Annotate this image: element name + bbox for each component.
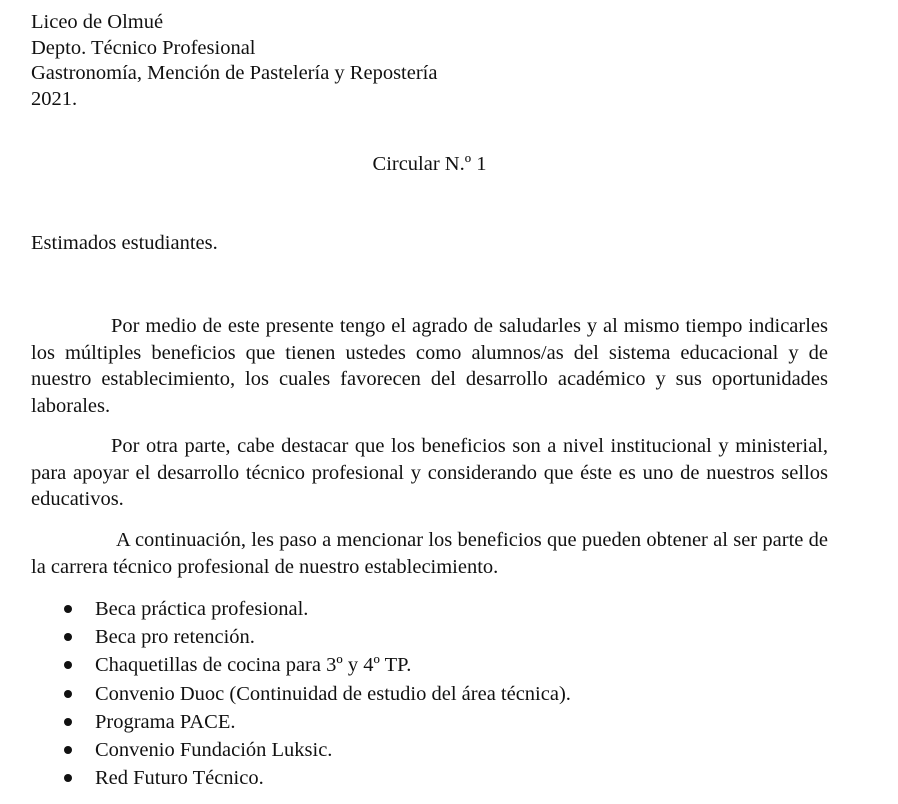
- bullet-icon: [64, 661, 72, 669]
- list-item-text: Chaquetillas de cocina para 3º y 4º TP.: [95, 654, 412, 677]
- list-item-text: Beca práctica profesional.: [95, 598, 309, 620]
- list-item: [31, 596, 571, 624]
- bullet-icon: [64, 690, 72, 698]
- bullet-icon: [64, 633, 72, 641]
- bullet-icon: [64, 605, 72, 613]
- list-item-text: Programa PACE.: [95, 710, 236, 733]
- bullet-icon: [64, 718, 72, 726]
- specialty-name: Gastronomía, Mención de Pastelería y Repostería: [31, 62, 438, 84]
- department-name: Depto. Técnico Profesional: [31, 36, 256, 59]
- list-item: [31, 681, 571, 709]
- document-year: 2021.: [31, 87, 78, 110]
- paragraph-benefits-context: Por otra parte, cabe destacar que los beneficios son a nivel institucional y ministerial, para apoyar el desarrollo técnico profesional y considerando que éste es uno de nuestros sellos educativos.: [31, 435, 828, 510]
- school-name: Liceo de Olmué: [31, 11, 164, 33]
- circular-title: Circular N.º 1: [372, 153, 487, 175]
- list-item-text: Convenio Duoc (Continuidad de estudio del área técnica).: [95, 682, 571, 705]
- list-item-text: Beca pro retención.: [95, 626, 255, 649]
- bullet-icon: [64, 746, 72, 754]
- list-item: [31, 709, 571, 737]
- benefits-list: [31, 596, 571, 793]
- bullet-icon: [64, 774, 72, 782]
- list-item: [31, 737, 571, 765]
- document-page: [31, 0, 828, 804]
- list-item-text: Red Futuro Técnico.: [95, 767, 264, 790]
- list-item-text: Convenio Fundación Luksic.: [95, 738, 333, 761]
- list-item: [31, 624, 571, 652]
- greeting: Estimados estudiantes.: [31, 232, 218, 254]
- list-item: [31, 765, 571, 793]
- list-item: [31, 652, 571, 680]
- paragraph-list-intro: A continuación, les paso a mencionar los beneficios que pueden obtener al ser parte de la carrera técnico profesional de nuestro establecimiento.: [31, 529, 828, 578]
- letterhead: [31, 10, 437, 112]
- paragraph-intro: Por medio de este presente tengo el agrado de saludarles y al mismo tiempo indicarles los múltiples beneficios que tienen ustedes como alumnos/as del sistema educacional y de nuestro establecimiento, los cuales favorecen del desarrollo académico y sus oportunidades laborales.: [31, 315, 828, 417]
